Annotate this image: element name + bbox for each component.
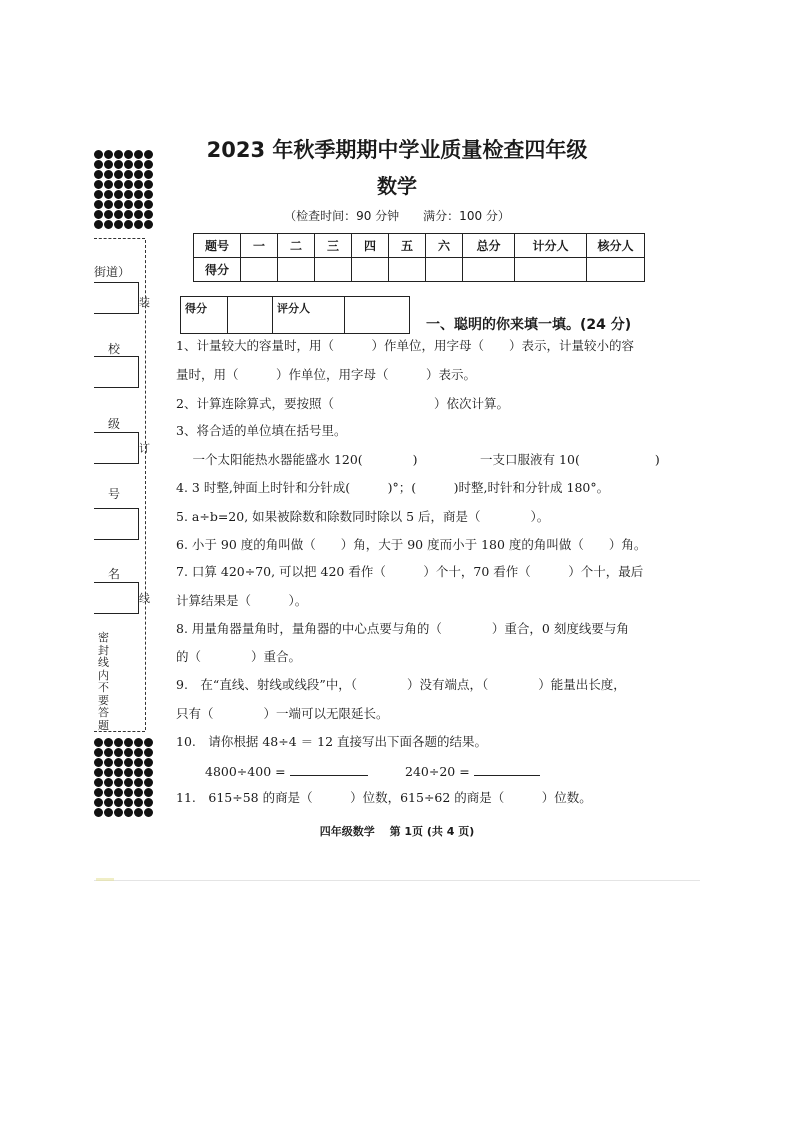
question-line: 量时，用（ ）作单位，用字母（ ）表示。: [176, 367, 477, 382]
binding-dot: [144, 798, 153, 807]
binding-dot: [124, 768, 133, 777]
question-line: 11. 615÷58 的商是（ ）位数，615÷62 的商是（ ）位数。: [176, 790, 592, 805]
question-line: 10. 请你根据 48÷4 ＝ 12 直接写出下面各题的结果。: [176, 734, 488, 749]
question-line: 只有（ ）一端可以无限延长。: [176, 706, 389, 721]
number-field[interactable]: [94, 508, 139, 540]
name-field[interactable]: [94, 582, 139, 614]
question-line: 4. 3 时整,钟面上时针和分针成( )°；( )时整,时针和分针成 180°。: [176, 480, 610, 495]
binding-dot: [94, 748, 103, 757]
grader-name-cell[interactable]: [345, 297, 410, 334]
score-cell[interactable]: [515, 258, 587, 282]
score-cell[interactable]: [278, 258, 315, 282]
binding-dot: [114, 808, 123, 817]
score-row-label: 得分: [194, 258, 241, 282]
exam-title: 2023 年秋季期期中学业质量检查四年级: [206, 138, 588, 162]
q10-item-a: [205, 763, 368, 780]
binding-dot: [94, 738, 103, 747]
question-line: 5. a÷b=20, 如果被除数和除数同时除以 5 后，商是（ ）。: [176, 509, 550, 524]
score-header-cell: 五: [389, 234, 426, 258]
score-cell[interactable]: [463, 258, 515, 282]
binding-dot: [114, 788, 123, 797]
binding-dot: [144, 808, 153, 817]
strip-label-number: 号: [108, 487, 121, 501]
seal-line-note: 密封线内不要答题: [98, 631, 109, 732]
score-table-header-row: [194, 234, 645, 258]
q10-item-b: [405, 763, 540, 780]
binding-dot: [94, 808, 103, 817]
binding-dot: [104, 798, 113, 807]
binding-dot: [104, 738, 113, 747]
score-header-cell: 一: [241, 234, 278, 258]
binding-dot: [114, 748, 123, 757]
binding-dot: [124, 748, 133, 757]
question-line: 计算结果是（ ）。: [176, 593, 308, 608]
score-header-cell: 三: [315, 234, 352, 258]
score-header-cell: 计分人: [515, 234, 587, 258]
binding-dot: [134, 798, 143, 807]
binding-dot: [94, 758, 103, 767]
score-header-cell: 四: [352, 234, 389, 258]
binding-dot: [94, 788, 103, 797]
strip-label-school: 校: [108, 342, 121, 356]
score-header-cell: 题号: [194, 234, 241, 258]
binding-dot: [134, 738, 143, 747]
score-cell[interactable]: [389, 258, 426, 282]
score-table: [193, 233, 645, 282]
score-cell[interactable]: [587, 258, 645, 282]
binding-dot: [104, 788, 113, 797]
binding-dot: [104, 778, 113, 787]
binding-dot: [94, 768, 103, 777]
score-table-score-row: [194, 258, 645, 282]
strip-label-class: 级: [108, 417, 121, 431]
binding-dash-top: [94, 238, 145, 239]
subject-title: 数学: [377, 174, 417, 198]
question-line: 8. 用量角器量角时，量角器的中心点要与角的（ ）重合，0 刻度线要与角: [176, 621, 629, 636]
binding-dot: [134, 768, 143, 777]
score-cell[interactable]: [352, 258, 389, 282]
binding-dot: [94, 778, 103, 787]
school-field[interactable]: [94, 356, 139, 388]
binding-dot: [104, 758, 113, 767]
binding-dot: [124, 798, 133, 807]
strip-label-name: 名: [108, 567, 121, 581]
exam-info: （检查时间：90 分钟 满分：100 分）: [284, 209, 510, 223]
grader-score-label: 得分: [181, 297, 228, 334]
binding-dot: [144, 748, 153, 757]
section-1-title: 一、聪明的你来填一填。(24 分): [426, 317, 632, 333]
score-cell[interactable]: [426, 258, 463, 282]
binding-dot: [144, 758, 153, 767]
binding-dot: [124, 808, 133, 817]
binding-dot: [124, 758, 133, 767]
question-line: 6. 小于 90 度的角叫做（ ）角，大于 90 度而小于 180 度的角叫做（ ）角。: [176, 537, 647, 552]
page-footer: 四年级数学 第 1页 (共 4 页): [319, 825, 475, 838]
strip-label-street: 街道）: [94, 265, 131, 279]
q10-item-b-text: 240÷20 =: [405, 764, 470, 779]
binding-dot: [144, 738, 153, 747]
binding-dot: [114, 768, 123, 777]
q10-answer-a[interactable]: [290, 763, 368, 776]
binding-dot: [114, 738, 123, 747]
question-line: 3、将合适的单位填在括号里。: [176, 423, 347, 438]
binding-dot: [104, 768, 113, 777]
binding-dot: [114, 798, 123, 807]
score-cell[interactable]: [315, 258, 352, 282]
question-line: 2、计算连除算式，要按照（ ）依次计算。: [176, 396, 509, 411]
binding-dot: [124, 788, 133, 797]
binding-dash-line: [145, 240, 146, 730]
binding-dot: [134, 778, 143, 787]
question-line: 的（ ）重合。: [176, 649, 302, 664]
question-line: 1、计量较大的容量时，用（ ）作单位，用字母（ ）表示，计量较小的容: [176, 338, 634, 353]
score-header-cell: 六: [426, 234, 463, 258]
bind-char-zhuang: 装: [139, 296, 150, 309]
scan-artifact: [96, 878, 114, 881]
binding-dot: [134, 758, 143, 767]
binding-dot: [134, 808, 143, 817]
q10-answer-b[interactable]: [474, 763, 540, 776]
score-header-cell: 核分人: [587, 234, 645, 258]
question-line: 9. 在“直线、射线或线段”中，（ ）没有端点，（ ）能量出长度，: [176, 677, 626, 692]
bind-char-xian: 线: [139, 592, 150, 605]
binding-dot: [144, 788, 153, 797]
binding-dot: [144, 768, 153, 777]
question-line: 7. 口算 420÷70, 可以把 420 看作（ ）个十，70 看作（ ）个十，最后: [176, 564, 644, 579]
binding-dot: [114, 778, 123, 787]
grader-name-label: 评分人: [273, 297, 345, 334]
q10-item-a-text: 4800÷400 =: [205, 764, 286, 779]
binding-dots-bottom: [94, 738, 153, 817]
binding-dot: [94, 798, 103, 807]
question-line: 一个太阳能热水器能盛水 120( ) 一支口服液有 10( ): [176, 452, 660, 467]
binding-dot: [134, 788, 143, 797]
binding-dot: [104, 748, 113, 757]
street-field[interactable]: [94, 282, 139, 314]
score-cell[interactable]: [241, 258, 278, 282]
binding-dot: [144, 778, 153, 787]
binding-dot: [114, 758, 123, 767]
class-field[interactable]: [94, 432, 139, 464]
binding-dot: [124, 738, 133, 747]
score-header-cell: 二: [278, 234, 315, 258]
grader-score-cell[interactable]: [228, 297, 273, 334]
scan-divider: [94, 880, 700, 881]
grader-table: [180, 296, 410, 334]
binding-dot: [104, 808, 113, 817]
score-header-cell: 总分: [463, 234, 515, 258]
binding-dot: [124, 778, 133, 787]
binding-dot: [134, 748, 143, 757]
bind-char-ding: 订: [139, 442, 150, 455]
